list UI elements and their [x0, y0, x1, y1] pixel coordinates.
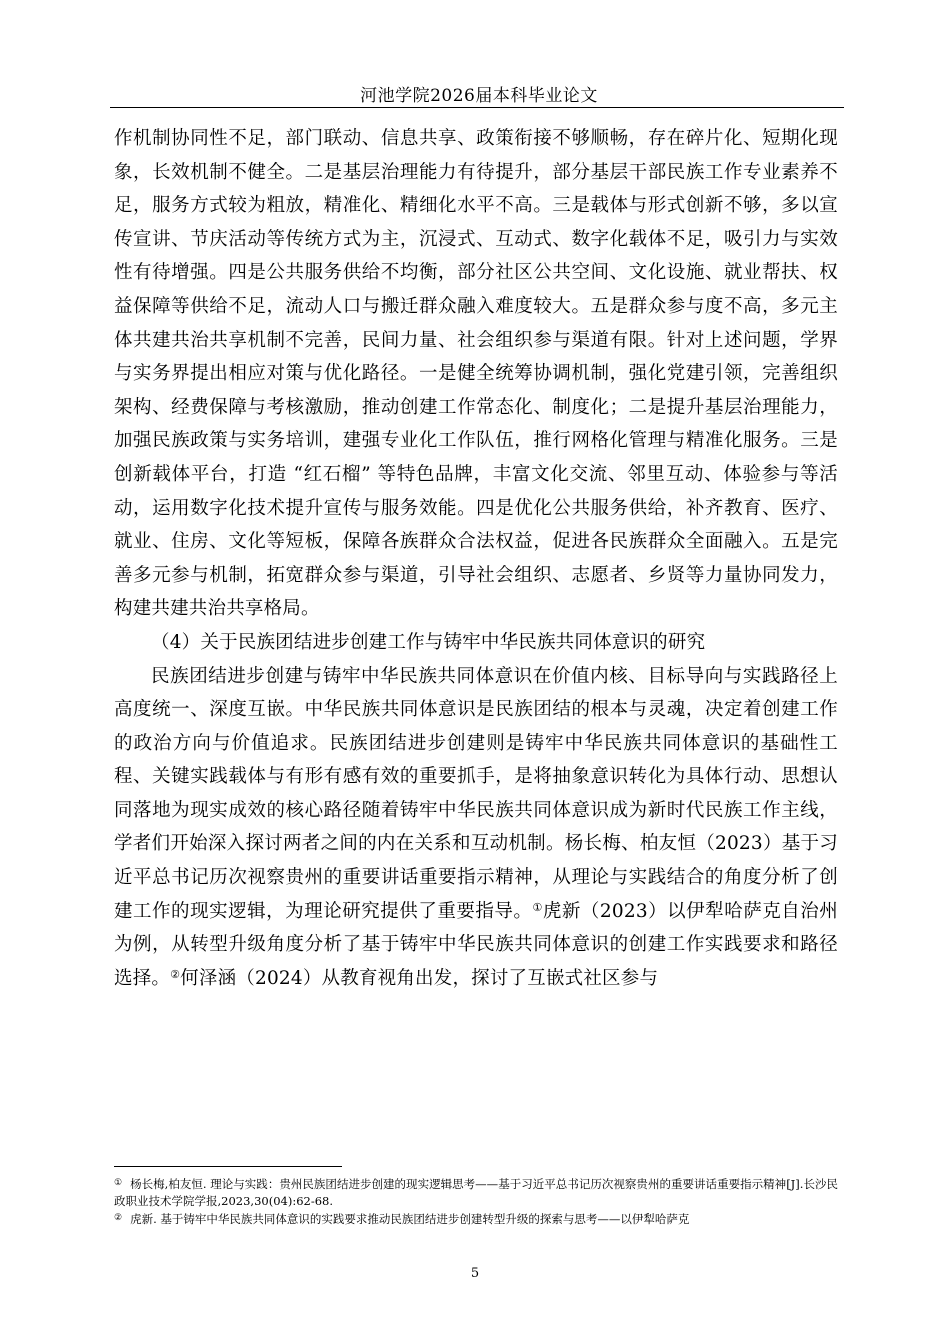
footnote-text-1: 杨长梅,柏友恒. 理论与实践：贵州民族团结进步创建的现实逻辑思考——基于习近平总书记历次视察贵州的重要讲话重要指示精神[J].长沙民政职业技术学院学报,2023,30(04):62-68.	[114, 1177, 838, 1208]
paragraph-research-text-2: 虎新（2023）以伊犁哈萨克自治州为例，从转型升级角度分析了基于铸牢中华民族共同体意识的创建工作实践要求和路径选择。	[114, 900, 839, 989]
paragraph-research-text: 民族团结进步创建与铸牢中华民族共同体意识在价值内核、目标导向与实践路径上高度统一、深度互嵌。中华民族共同体意识是民族团结的根本与灵魂，决定着创建工作的政治方向与价值追求。民族团结进步创建则是铸牢中华民族共同体意识的基础性工程、关键实践载体与有形有感有效的重要抓手，是将抽象意识转化为具体行动、思想认同落地为现实成效的核心路径随着铸牢中华民族共同体意识成为新时代民族工作主线，学者们开始深入探讨两者之间的内在关系和互动机制。杨长梅、柏友恒（2023）基于习近平总书记历次视察贵州的重要讲话重要指示精神，从理论与实践结合的角度分析了创建工作的现实逻辑，为理论研究提供了重要指导。	[114, 665, 838, 922]
footnotes	[114, 1175, 838, 1228]
footnote-2	[114, 1210, 838, 1228]
footnote-rule	[114, 1166, 342, 1167]
page-number: 5	[470, 1266, 480, 1281]
paragraph-research-text-3: 何泽涵（2024）从教育视角出发，探讨了互嵌式社区参与	[180, 967, 659, 989]
header-rule	[110, 107, 844, 108]
paragraph-research	[114, 660, 838, 996]
body-text	[114, 122, 838, 995]
footnote-mark-2: ②	[114, 1213, 123, 1223]
running-header: 河池学院2026届本科毕业论文	[360, 86, 598, 106]
footnote-mark-1: ①	[114, 1178, 123, 1188]
section-heading: （4）关于民族团结进步创建工作与铸牢中华民族共同体意识的研究	[151, 631, 706, 653]
footnote-ref-2[interactable]: ②	[170, 967, 181, 981]
footnote-1	[114, 1175, 838, 1210]
paragraph-continuation: 作机制协同性不足，部门联动、信息共享、政策衔接不够顺畅，存在碎片化、短期化现象，长效机制不健全。二是基层治理能力有待提升，部分基层干部民族工作专业素养不足，服务方式较为粗放，精准化、精细化水平不高。三是载体与形式创新不够，多以宣传宣讲、节庆活动等传统方式为主，沉浸式、互动式、数字化载体不足，吸引力与实效性有待增强。四是公共服务供给不均衡，部分社区公共空间、文化设施、就业帮扶、权益保障等供给不足，流动人口与搬迁群众融入难度较大。五是群众参与度不高，多元主体共建共治共享机制不完善，民间力量、社会组织参与渠道有限。针对上述问题，学界与实务界提出相应对策与优化路径。一是健全统筹协调机制，强化党建引领，完善组织架构、经费保障与考核激励，推动创建工作常态化、制度化；二是提升基层治理能力，加强民族政策与实务培训，建强专业化工作队伍，推行网格化管理与精准化服务。三是创新载体平台，打造 “红石榴” 等特色品牌，丰富文化交流、邻里互动、体验参与等活动，运用数字化技术提升宣传与服务效能。四是优化公共服务供给，补齐教育、医疗、就业、住房、文化等短板，保障各族群众合法权益，促进各民族群众全面融入。五是完善多元参与机制，拓宽群众参与渠道，引导社会组织、志愿者、乡贤等力量协同发力，构建共建共治共享格局。	[114, 128, 838, 620]
footnote-ref-1[interactable]: ①	[532, 900, 543, 914]
footnote-text-2: 虎新. 基于铸牢中华民族共同体意识的实践要求推动民族团结进步创建转型升级的探索与思考——以伊犁哈萨克	[130, 1212, 690, 1226]
